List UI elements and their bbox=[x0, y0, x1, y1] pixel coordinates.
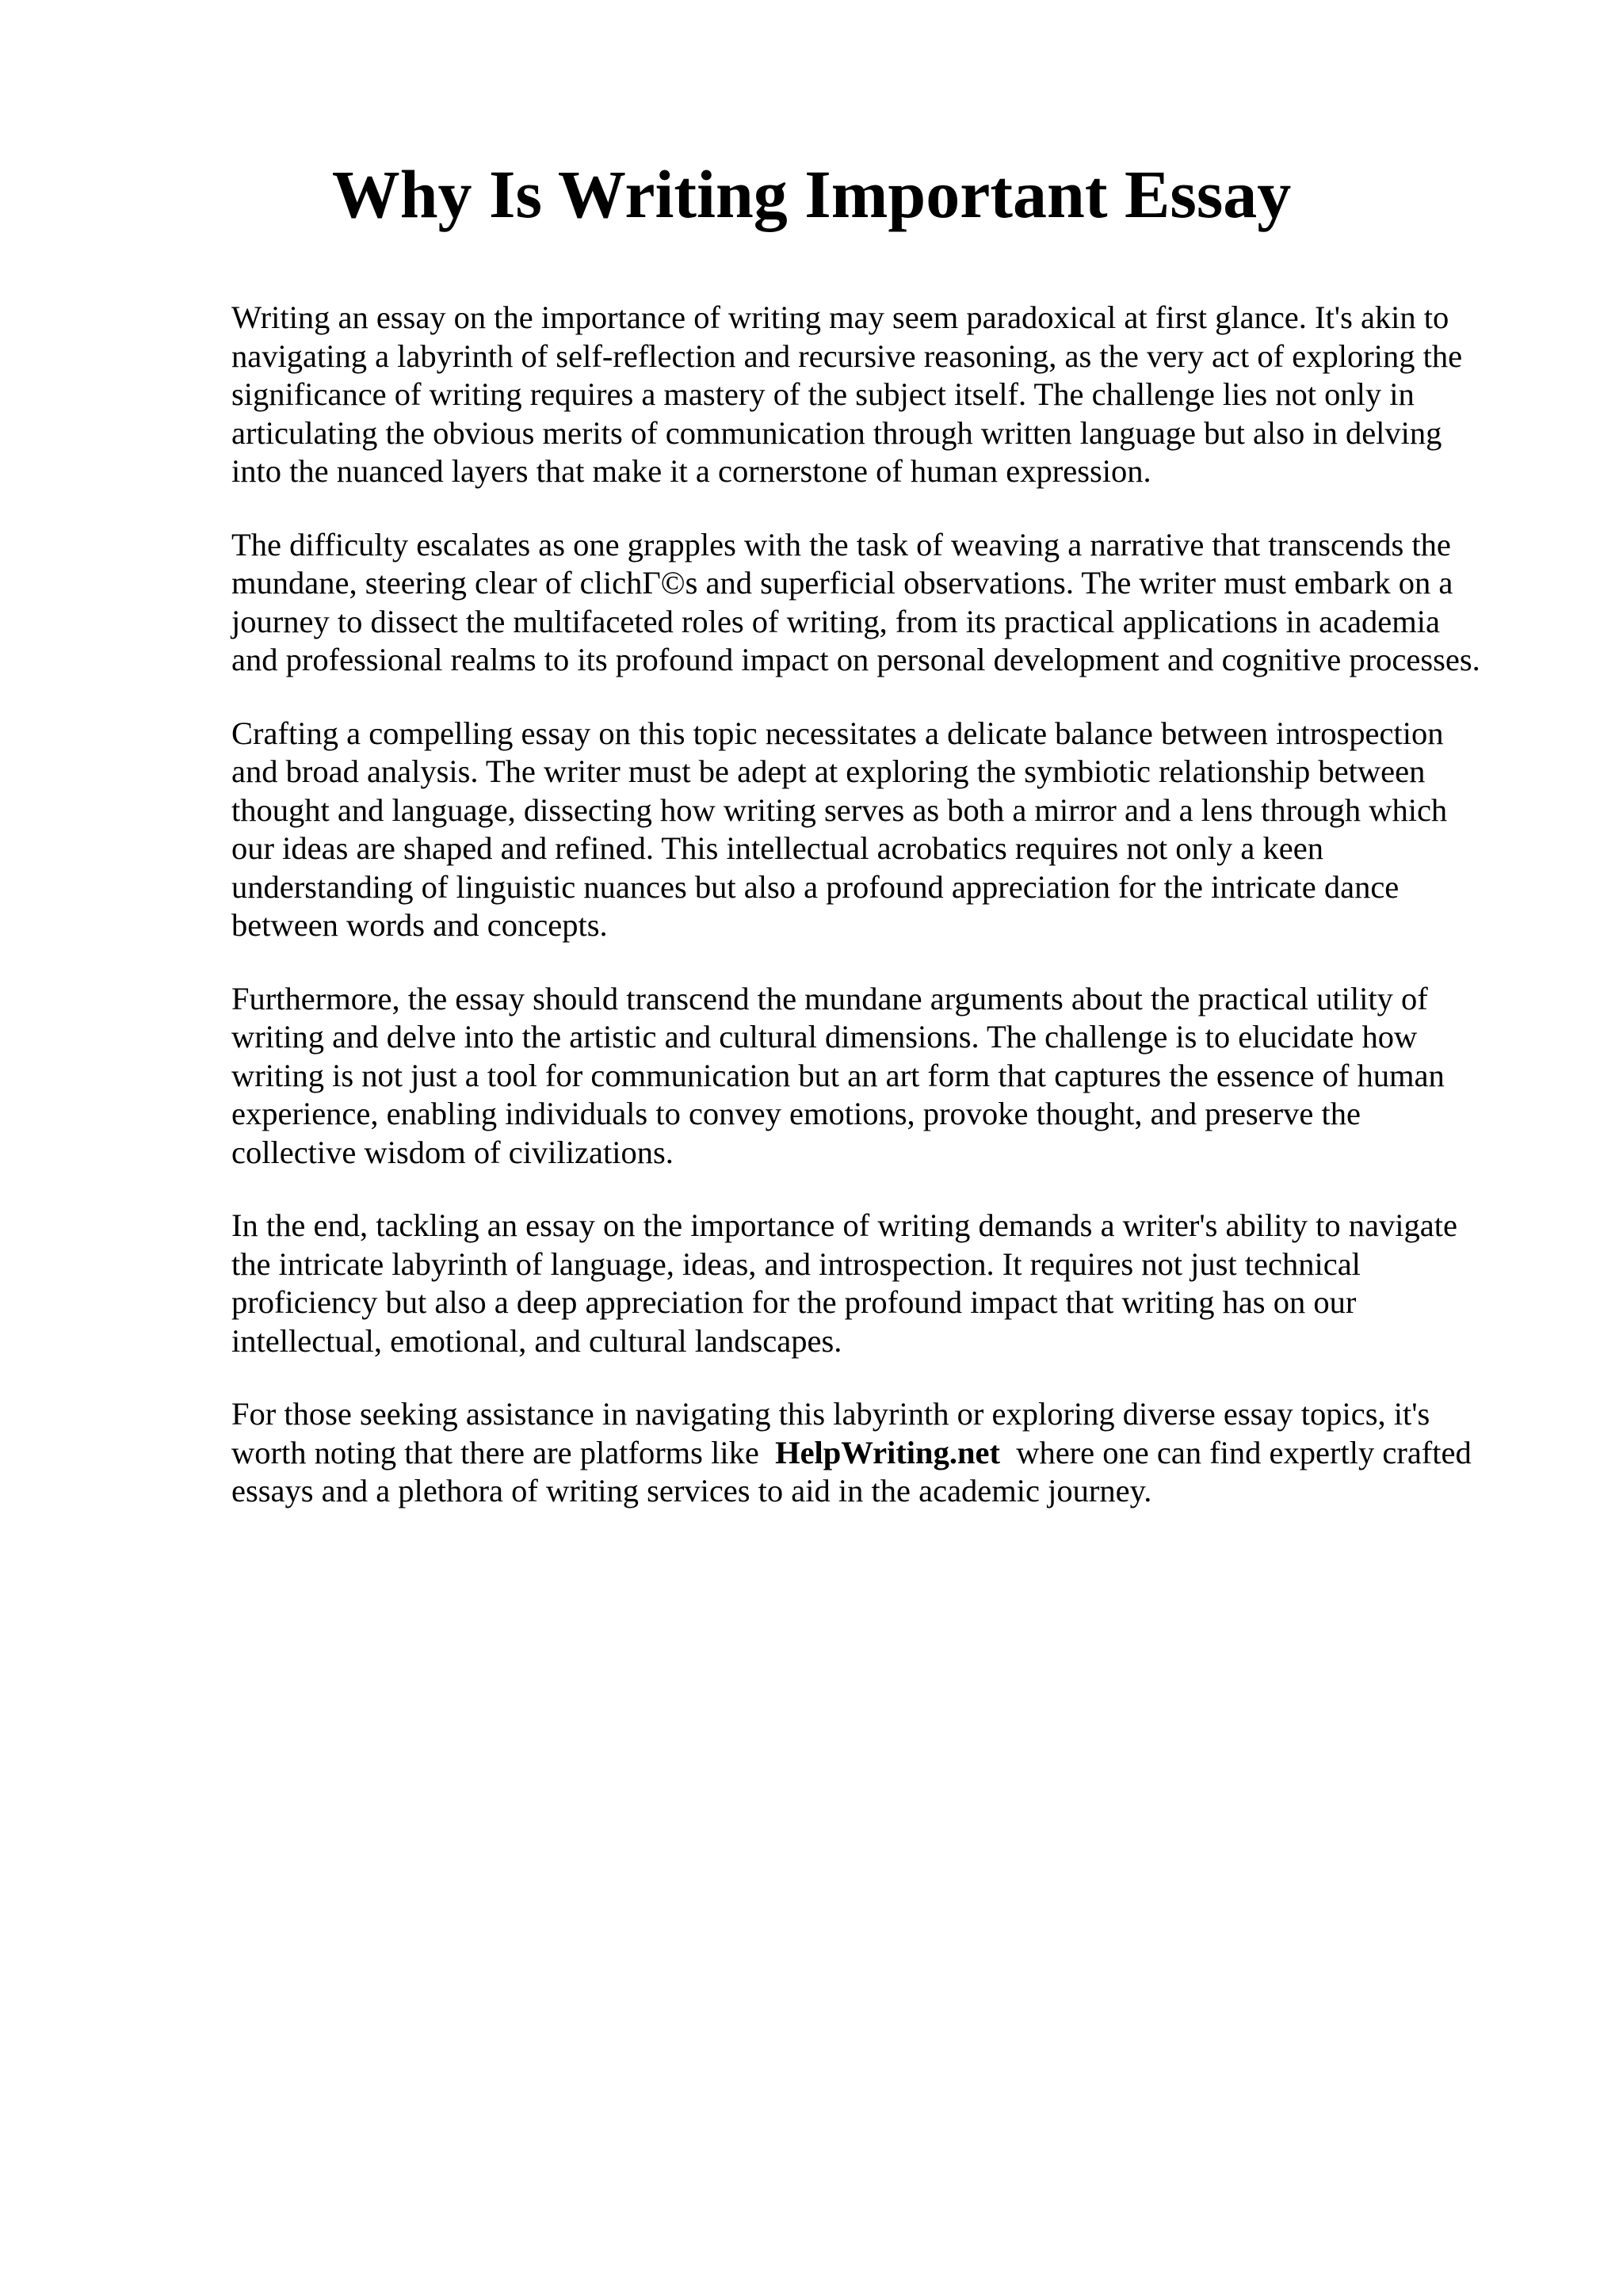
paragraph-line: Writing an essay on the importance of writing may seem paradoxical at first glance. It's akin to bbox=[231, 299, 1449, 335]
paragraph-line: significance of writing requires a mastery of the subject itself. The challenge lies not only in bbox=[231, 376, 1415, 412]
paragraph-line: articulating the obvious merits of communication through written language but also in delving bbox=[231, 414, 1442, 451]
paragraph-line: mundane, steering clear of clichΓ©s and superficial observations. The writer must embark on a bbox=[231, 565, 1453, 601]
document-title: Why Is Writing Important Essay bbox=[331, 156, 1292, 232]
paragraph-line: understanding of linguistic nuances but also a profound appreciation for the intricate dance bbox=[231, 868, 1400, 905]
closing-line-3: essays and a plethora of writing services to aid in the academic journey. bbox=[231, 1473, 1152, 1508]
paragraph-3 bbox=[231, 715, 1594, 945]
closing-line-2 bbox=[231, 1434, 1594, 1473]
paragraph-line: Crafting a compelling essay on this topic necessitates a delicate balance between introspection bbox=[231, 715, 1444, 751]
paragraph-line: proficiency but also a deep appreciation for the profound impact that writing has on our bbox=[231, 1284, 1357, 1320]
helpwriting-link[interactable]: HelpWriting.net bbox=[775, 1434, 1000, 1470]
paragraph-line: experience, enabling individuals to convey emotions, provoke thought, and preserve the bbox=[231, 1096, 1361, 1131]
closing-paragraph bbox=[231, 1395, 1594, 1511]
paragraph-line: between words and concepts. bbox=[231, 907, 608, 943]
document-body bbox=[231, 299, 1594, 1546]
paragraph-4 bbox=[231, 980, 1594, 1173]
paragraph-line: into the nuanced layers that make it a cornerstone of human expression. bbox=[231, 453, 1151, 489]
paragraph-list bbox=[231, 299, 1594, 1360]
paragraph-line: writing and delve into the artistic and cultural dimensions. The challenge is to elucidate how bbox=[231, 1019, 1418, 1055]
paragraph-line: The difficulty escalates as one grapples with the task of weaving a narrative that transcends the bbox=[231, 526, 1451, 563]
paragraph-5 bbox=[231, 1207, 1594, 1360]
paragraph-line: the intricate labyrinth of language, ideas, and introspection. It requires not just technical bbox=[231, 1245, 1361, 1282]
paragraph-1 bbox=[231, 299, 1594, 491]
paragraph-2 bbox=[231, 526, 1594, 680]
paragraph-line: journey to dissect the multifaceted roles of writing, from its practical applications in academia bbox=[231, 603, 1440, 639]
paragraph-line: writing is not just a tool for communication but an art form that captures the essence of human bbox=[231, 1057, 1445, 1093]
closing-line-1: For those seeking assistance in navigating this labyrinth or exploring diverse essay topics, it's bbox=[231, 1396, 1430, 1432]
paragraph-line: In the end, tackling an essay on the importance of writing demands a writer's ability to navigate bbox=[231, 1207, 1457, 1243]
paragraph-line: our ideas are shaped and refined. This intellectual acrobatics requires not only a keen bbox=[231, 830, 1323, 866]
closing-line-2-before: worth noting that there are platforms like bbox=[231, 1434, 759, 1470]
closing-line-2-after: where one can find expertly crafted bbox=[1016, 1434, 1472, 1470]
paragraph-line: navigating a labyrinth of self-reflection and recursive reasoning, as the very act of exploring the bbox=[231, 338, 1463, 374]
paragraph-line: collective wisdom of civilizations. bbox=[231, 1134, 674, 1170]
paragraph-line: and professional realms to its profound impact on personal development and cognitive processes. bbox=[231, 642, 1480, 677]
paragraph-line: intellectual, emotional, and cultural landscapes. bbox=[231, 1322, 842, 1359]
paragraph-line: thought and language, dissecting how writing serves as both a mirror and a lens through which bbox=[231, 791, 1448, 828]
paragraph-line: and broad analysis. The writer must be adept at exploring the symbiotic relationship between bbox=[231, 753, 1426, 789]
paragraph-line: Furthermore, the essay should transcend the mundane arguments about the practical utility of bbox=[231, 980, 1428, 1016]
